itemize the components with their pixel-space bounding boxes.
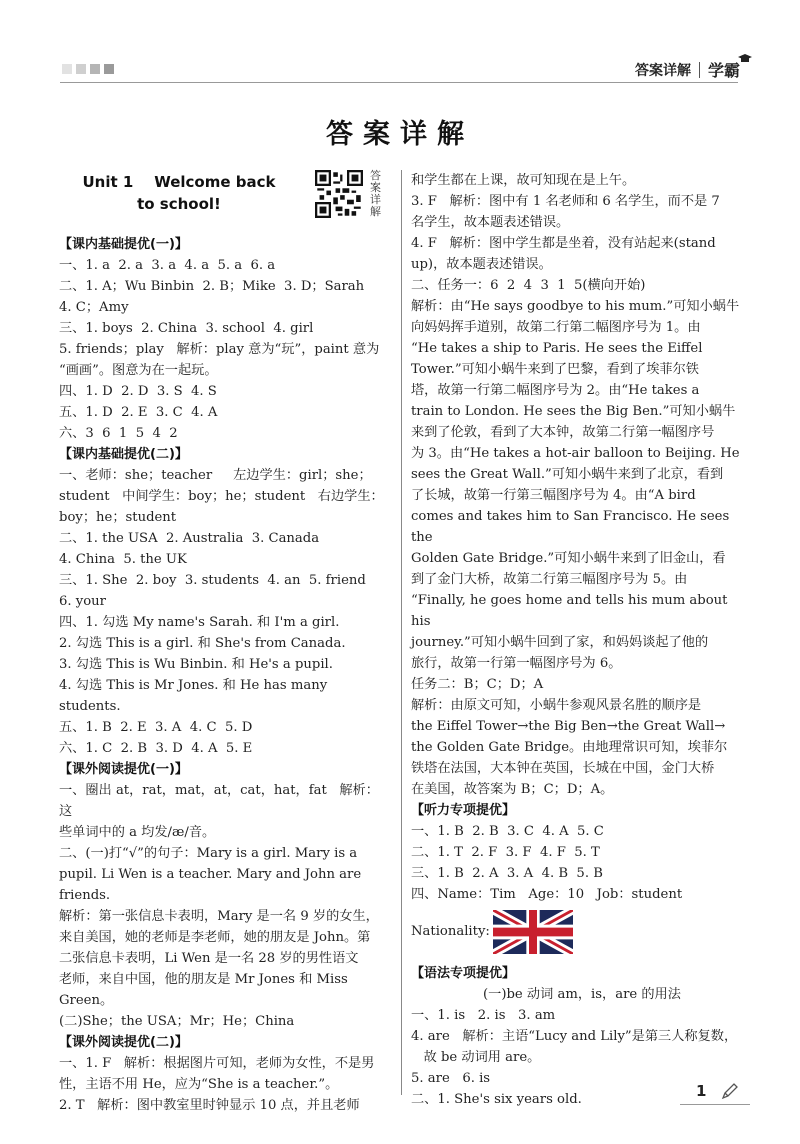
answer-line: 3. 勾选 This is Wu Binbin. 和 He's a pupil. xyxy=(59,657,333,672)
answer-line: 四、1. D 2. D 3. S 4. S xyxy=(59,384,217,399)
answer-line: Green。 xyxy=(59,993,114,1008)
answer-line: 故 be 动词用 are。 xyxy=(411,1050,541,1065)
answer-line: Tower.”可知小蜗牛来到了巴黎，看到了埃菲尔铁 xyxy=(411,362,699,377)
header-squares-decoration xyxy=(62,64,114,74)
answer-line: pupil. Li Wen is a teacher. Mary and John are xyxy=(59,867,362,882)
answer-line: 二张信息卡表明，Li Wen 是一名 28 岁的男性语文 xyxy=(59,951,359,966)
answer-line: 二、1. the USA 2. Australia 3. Canada xyxy=(59,531,320,546)
section-heading: 【听力专项提优】 xyxy=(411,803,516,818)
answer-line: 解析：第一张信息卡表明，Mary 是一名 9 岁的女生， xyxy=(59,909,379,924)
section-heading: 【课外阅读提优(一)】 xyxy=(59,762,188,777)
qr-code[interactable] xyxy=(315,170,363,218)
answer-line: 和学生都在上课，故可知现在是上午。 xyxy=(411,173,636,188)
page-title: 答案详解 xyxy=(326,119,474,150)
header-divider xyxy=(60,82,738,83)
section-heading: 【语法专项提优】 xyxy=(411,966,516,981)
answer-line: student 中间学生：boy；he；student 右边学生： xyxy=(59,489,384,504)
answer-line: 4. 勾选 This is Mr Jones. 和 He has many students. xyxy=(59,678,332,714)
header-right xyxy=(635,58,752,81)
answer-line: the Eiffel Tower→the Big Ben→the Great Wall→ xyxy=(411,719,726,734)
graduation-cap-icon xyxy=(738,54,752,64)
answer-line: 任务二：B；C；D；A xyxy=(411,677,544,692)
answer-line: 一、圈出 at，rat，mat，at，cat，hat，fat 解析：这 xyxy=(59,783,379,819)
answer-line: 为 3。由“He takes a hot-air balloon to Beijing. He xyxy=(411,446,740,461)
answer-line: friends. xyxy=(59,888,111,903)
column-divider xyxy=(401,170,402,1095)
answer-line: up)，故本题表述错误。 xyxy=(411,257,552,272)
page-number: 1 xyxy=(696,1082,707,1100)
answer-line: 老师，来自中国，他的朋友是 Mr Jones 和 Miss xyxy=(59,972,348,987)
answer-line: 些单词中的 a 均发/æ/音。 xyxy=(59,825,216,840)
answer-line: 一、1. a 2. a 3. a 4. a 5. a 6. a xyxy=(59,258,276,273)
answer-line: 到了金门大桥，故第二行第三幅图序号为 5。由 xyxy=(411,572,688,587)
answer-line: 六、1. C 2. B 3. D 4. A 5. E xyxy=(59,741,253,756)
answer-line: 2. 勾选 This is a girl. 和 She's from Canada. xyxy=(59,636,346,651)
answer-line: 性，主语不用 He，应为“She is a teacher.”。 xyxy=(59,1077,339,1092)
answer-line: 六、3 6 1 5 4 2 xyxy=(59,426,178,441)
answer-line: 4. F 解析：图中学生都是坐着，没有站起来(stand xyxy=(411,236,716,251)
answer-line: 4. C；Amy xyxy=(59,300,129,315)
nationality-label: Nationality: xyxy=(411,924,490,939)
answer-line: 一、1. F 解析：根据图片可知，老师为女性，不是男 xyxy=(59,1056,375,1071)
answer-line: 解析：由原文可知，小蜗牛参观风景名胜的顺序是 xyxy=(411,698,702,713)
answer-line: 二、(一)打“√”的句子：Mary is a girl. Mary is a xyxy=(59,846,358,861)
answer-line: (一)be 动词 am，is，are 的用法 xyxy=(483,987,681,1002)
answer-line: “画画”。图意为在一起玩。 xyxy=(59,363,218,378)
right-answer-lines-grammar xyxy=(411,963,743,1110)
answer-line: train to London. He sees the Big Ben.”可知小蜗牛 xyxy=(411,404,736,419)
answer-line: 四、Name：Tim Age：10 Job：student xyxy=(411,887,683,902)
answer-line: 一、1. is 2. is 3. am xyxy=(411,1008,556,1023)
section-heading: 【课内基础提优(一)】 xyxy=(59,237,188,252)
answer-line: 二、1. She's six years old. xyxy=(411,1092,582,1107)
answer-line: 4. China 5. the UK xyxy=(59,552,187,567)
answer-line: 来自美国，她的老师是李老师，她的朋友是 John。第 xyxy=(59,930,371,945)
answer-line: 解析：由“He says goodbye to his mum.”可知小蜗牛 xyxy=(411,299,740,314)
answer-line: 旅行，故第一行第一幅图序号为 6。 xyxy=(411,656,622,671)
answer-line: 四、1. 勾选 My name's Sarah. 和 I'm a girl. xyxy=(59,615,340,630)
right-column xyxy=(411,170,743,1110)
answer-line: “Finally, he goes home and tells his mum about his xyxy=(411,593,732,629)
answer-line: 一、老师：she；teacher 左边学生：girl；she； xyxy=(59,468,372,483)
header-bar xyxy=(40,58,760,78)
answer-line: 塔，故第一行第二幅图序号为 2。由“He takes a xyxy=(411,383,700,398)
answer-line: 来到了伦敦，看到了大本钟，故第二行第一幅图序号 xyxy=(411,425,715,440)
answer-line: the Golden Gate Bridge。由地理常识可知，埃菲尔 xyxy=(411,740,728,755)
answer-line: comes and takes him to San Francisco. He sees the xyxy=(411,509,734,545)
answer-line: sees the Great Wall.”可知小蜗牛来到了北京，看到 xyxy=(411,467,724,482)
section-heading: 【课内基础提优(二)】 xyxy=(59,447,188,462)
brand-text: 学霸 xyxy=(707,61,740,80)
footer-rule xyxy=(680,1104,750,1105)
unit-title xyxy=(59,171,299,215)
answer-line: 三、1. B 2. A 3. A 4. B 5. B xyxy=(411,866,603,881)
answer-line: 五、1. B 2. E 3. A 4. C 5. D xyxy=(59,720,253,735)
answer-line: 三、1. boys 2. China 3. school 4. girl xyxy=(59,321,314,336)
answer-line: 名学生，故本题表述错误。 xyxy=(411,215,570,230)
answer-line: boy；he；student xyxy=(59,510,177,525)
answer-line: 在美国，故答案为 B；C；D；A。 xyxy=(411,782,614,797)
uk-flag-icon xyxy=(493,910,573,954)
answer-line: 6. your xyxy=(59,594,106,609)
left-answer-lines xyxy=(59,234,392,1116)
nationality-row xyxy=(411,905,743,963)
brand-logo xyxy=(708,58,752,81)
answer-line: 三、1. She 2. boy 3. students 4. an 5. friend xyxy=(59,573,366,588)
pencil-icon xyxy=(720,1081,740,1101)
answer-line: 铁塔在法国，大本钟在英国，长城在中国，金门大桥 xyxy=(411,761,715,776)
section-heading: 【课外阅读提优(二)】 xyxy=(59,1035,188,1050)
answer-line: 五、1. D 2. E 3. C 4. A xyxy=(59,405,218,420)
answer-line: 二、1. T 2. F 3. F 4. F 5. T xyxy=(411,845,600,860)
answer-line: 3. F 解析：图中有 1 名老师和 6 名学生，而不是 7 xyxy=(411,194,720,209)
answer-line: 一、1. B 2. B 3. C 4. A 5. C xyxy=(411,824,604,839)
qr-code-label: 答案详解 xyxy=(370,169,381,218)
unit-header xyxy=(59,170,392,233)
answer-line: 2. T 解析：图中教室里时钟显示 10 点，并且老师 xyxy=(59,1098,360,1113)
unit-title-line-2: to school! xyxy=(137,195,221,213)
answer-line: 5. are 6. is xyxy=(411,1071,491,1086)
left-column xyxy=(59,170,392,1116)
header-section-label: 答案详解 xyxy=(634,62,691,79)
answer-line: (二)She；the USA；Mr；He；China xyxy=(59,1014,295,1029)
answer-line: 了长城，故第一行第三幅图序号为 4。由“A bird xyxy=(411,488,696,503)
header-separator xyxy=(699,62,700,78)
answer-line: 向妈妈挥手道别，故第二行第二幅图序号为 1。由 xyxy=(411,320,701,335)
unit-title-line-1: Unit 1 Welcome back xyxy=(82,173,276,191)
answer-line: 4. are 解析：主语“Lucy and Lily”是第三人称复数， xyxy=(411,1029,738,1044)
answer-line: 5. friends；play 解析：play 意为“玩”，paint 意为 xyxy=(59,342,380,357)
answer-line: “He takes a ship to Paris. He sees the Eiffel xyxy=(411,341,703,356)
answer-line: 二、1. A；Wu Binbin 2. B；Mike 3. D；Sarah xyxy=(59,279,365,294)
answer-line: Golden Gate Bridge.”可知小蜗牛来到了旧金山，看 xyxy=(411,551,726,566)
answer-line: 二、任务一：6 2 4 3 1 5(横向开始) xyxy=(411,278,646,293)
right-answer-lines xyxy=(411,170,743,905)
answer-line: journey.”可知小蜗牛回到了家，和妈妈谈起了他的 xyxy=(411,635,709,650)
